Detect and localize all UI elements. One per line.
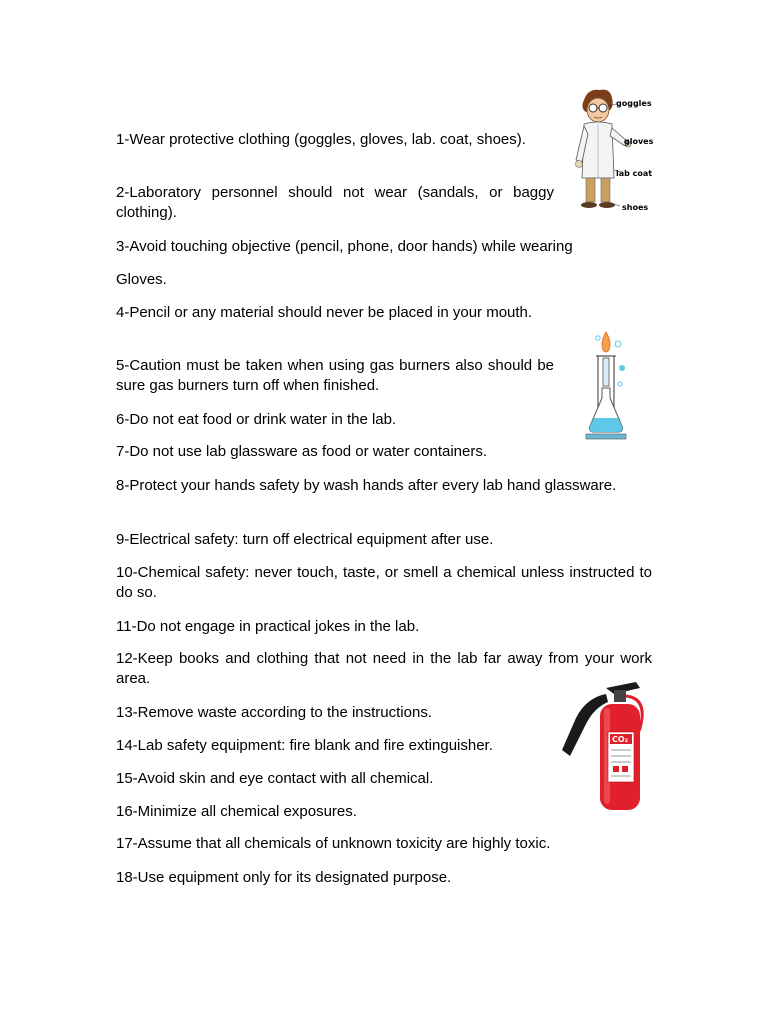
- rule-6: 6-Do not eat food or drink water in the lab.: [116, 411, 397, 428]
- rule-16: 16-Minimize all chemical exposures.: [116, 803, 357, 820]
- rule-3: 3-Avoid touching objective (pencil, phone, door hands) while wearing: [116, 238, 573, 255]
- rule-11: 11-Do not engage in practical jokes in the lab.: [116, 618, 420, 635]
- rule-13: 13-Remove waste according to the instructions.: [116, 704, 432, 721]
- fire-extinguisher-icon: [556, 678, 652, 814]
- bunsen-burner-icon: [576, 322, 636, 446]
- extinguisher-illustration: [556, 678, 652, 814]
- shoes-label: shoes: [622, 203, 649, 212]
- goggles-label: goggles: [616, 99, 652, 108]
- rule-7: 7-Do not use lab glassware as food or water containers.: [116, 443, 488, 460]
- rule-18: 18-Use equipment only for its designated purpose.: [116, 869, 452, 886]
- rule-12: 12-Keep books and clothing that not need in the lab far away from your work area.: [116, 650, 652, 687]
- scientist-icon: [570, 86, 660, 218]
- co2-label: CO₂: [612, 735, 629, 744]
- rule-5: 5-Caution must be taken when using gas burners also should be sure gas burners turn off when finished.: [116, 357, 554, 394]
- rule-17: 17-Assume that all chemicals of unknown toxicity are highly toxic.: [116, 835, 551, 852]
- rule-15: 15-Avoid skin and eye contact with all chemical.: [116, 770, 434, 787]
- rule-14: 14-Lab safety equipment: fire blank and fire extinguisher.: [116, 737, 493, 754]
- gloves-label: gloves: [624, 137, 654, 146]
- rule-3-continued: Gloves.: [116, 271, 167, 288]
- rule-10: 10-Chemical safety: never touch, taste, or smell a chemical unless instructed to do so.: [116, 564, 652, 601]
- lab-coat-label: lab coat: [616, 169, 653, 178]
- rule-8: 8-Protect your hands safety by wash hands after every lab hand glassware.: [116, 477, 617, 494]
- rule-2: 2-Laboratory personnel should not wear (sandals, or baggy clothing).: [116, 184, 554, 221]
- rule-4: 4-Pencil or any material should never be placed in your mouth.: [116, 304, 533, 321]
- rule-9: 9-Electrical safety: turn off electrical equipment after use.: [116, 531, 494, 548]
- scientist-illustration: [570, 86, 660, 218]
- burner-illustration: [576, 322, 636, 446]
- rule-1: 1-Wear protective clothing (goggles, gloves, lab. coat, shoes).: [116, 131, 526, 148]
